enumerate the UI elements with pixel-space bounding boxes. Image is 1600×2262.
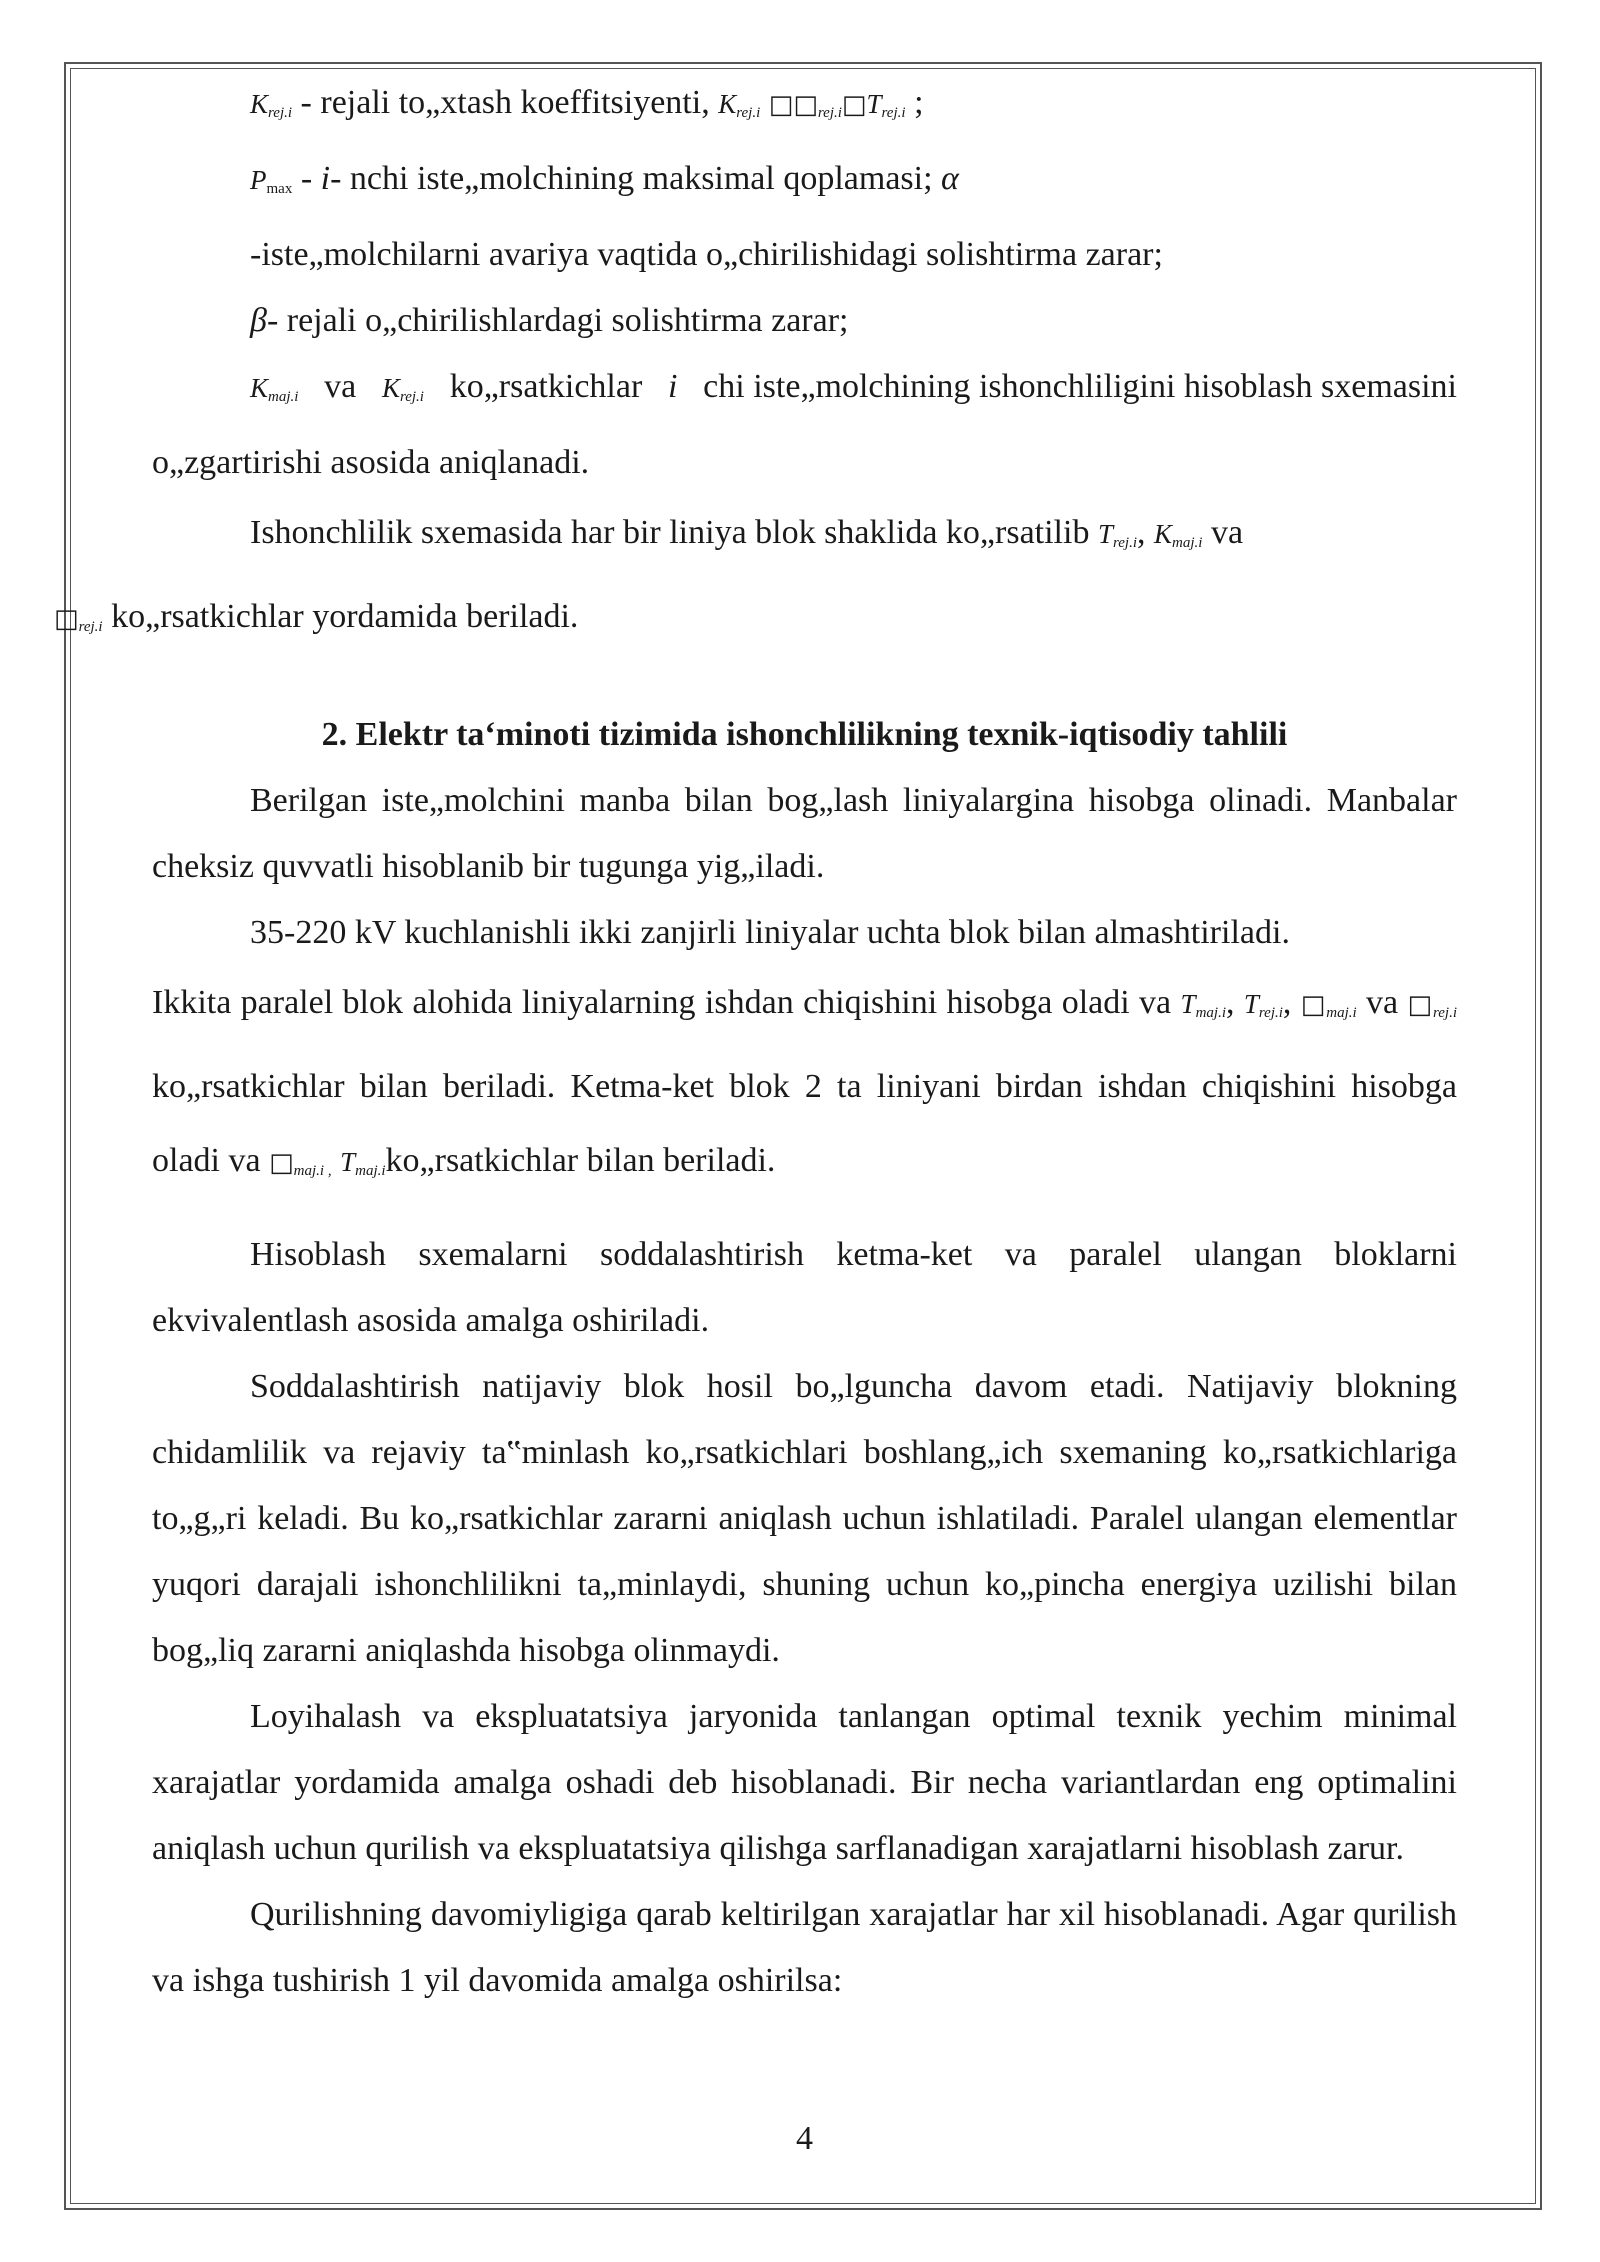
paragraph-k-maj [152, 354, 1457, 496]
symbol-k: K [250, 373, 269, 403]
paragraph-ishonchlilik [54, 496, 1457, 664]
paragraph-5: Soddalashtirish natijaviy blok hosil bo„lguncha davom etadi. Natijaviy blokning chidamlilik va rejaviy ta‟minlash ko„rsatkichlari boshlang„ich sxemaning ko„rsatkichlariga to„g„ri keladi. Bu ko„rsatkichlar zararni aniqlash uchun ishlatiladi. Paralel ulangan elementlar yuqori darajali ishonchlilikni ta„minlaydi, shuning uchun ko„pincha energiya uzilishi bilan bog„liq zararni aniqlashda hisobga olinmaydi. [152, 1368, 1457, 1669]
definition-p-max [152, 146, 1457, 222]
definition-beta [152, 288, 1457, 354]
subscript: rej.i [1112, 535, 1138, 551]
subscript: rej.i [268, 105, 293, 121]
symbol-alpha: α [941, 160, 959, 197]
formula-symbol: K [718, 89, 737, 119]
missing-glyph-icon: □ [1300, 990, 1327, 1020]
subscript: maj.i [268, 389, 299, 405]
symbol-t: T [1243, 989, 1259, 1019]
paragraph-text: Ishonchlilik sxemasida har bir liniya blok shaklida ko„rsatilib [250, 514, 1090, 551]
formula-subscript: rej.i [881, 105, 906, 121]
paragraph-2: 35-220 kV kuchlanishli ikki zanjirli liniyalar uchta blok bilan almashtiriladi. [250, 914, 1290, 951]
subscript: max [266, 181, 293, 197]
missing-glyph-icon: □□ [768, 90, 818, 120]
symbol-p: P [250, 165, 267, 195]
formula-subscript: rej.i [736, 105, 761, 121]
missing-glyph-icon: □ [841, 90, 867, 120]
formula-subscript: rej.i [817, 105, 842, 121]
subscript: rej.i [1258, 1005, 1283, 1021]
symbol-beta: β [250, 302, 267, 339]
conjunction: va [324, 368, 357, 405]
paragraph-text: ko„rsatkichlar yordamida beriladi. [111, 598, 579, 635]
symbol-k: K [250, 89, 269, 119]
symbol-t: T [1097, 519, 1113, 549]
paragraph-3: Ikkita paralel blok alohida liniyalarning ishdan chiqishini hisobga oladi va $T_{maj.i}$, $T_{rej.i}$, $□_{maj.i}$ va $□_{rej.i}$ ko„rsatkichlar bilan beriladi. Ketma-ket blok 2 ta liniyani birdan ishdan chiqishini hisobga oladi va $□_{maj.i ,}$ $T_{maj.i}ko„rsatkichlar$ bilan beriladi. [152, 984, 1457, 1179]
subscript: rej.i [78, 619, 103, 635]
paragraph-6: Loyihalash va ekspluatatsiya jaryonida tanlangan optimal texnik yechim minimal xarajatlar yordamida amalga oshadi deb hisoblanadi. Bir necha variantlardan eng optimalini aniqlash uchun qurilish va ekspluatatsiya qilishga sarflanadigan xarajatlarni hisoblash zarur. [152, 1698, 1457, 1867]
missing-glyph-icon: □ [54, 604, 79, 634]
definition-text: - nchi iste„molchining maksimal qoplamasi; [330, 160, 933, 197]
symbol-t: T [340, 1147, 356, 1177]
subscript: rej.i [1432, 1005, 1457, 1021]
definition-k-rej [152, 70, 1457, 146]
subscript: maj.i [1326, 1005, 1357, 1021]
symbol-i: i [667, 368, 678, 405]
punctuation: , [1137, 514, 1146, 551]
definition-text: - rejali to„xtash koeffitsiyenti, [300, 84, 710, 121]
missing-glyph-icon: □ [1407, 990, 1433, 1020]
paragraph-text: ko„rsatkichlar bilan beriladi. Ketma-ket blok 2 ta liniyani birdan ishdan chiqishini hisobga oladi va [152, 1068, 1457, 1179]
section-heading: 2. Elektr ta‘minoti tizimida ishonchlilikning texnik-iqtisodiy tahlili [321, 716, 1288, 753]
paragraph-4: Hisoblash sxemalarni soddalashtirish ketma-ket va paralel ulangan bloklarni ekvivalentlash asosida amalga oshiriladi. [152, 1236, 1457, 1339]
conjunction: va [1210, 514, 1244, 551]
paragraph-1: Berilgan iste„molchini manba bilan bog„lash liniyalargina hisobga olinadi. Manbalar cheksiz quvvatli hisoblanib bir tugunga yig„iladi. [152, 782, 1457, 885]
document-page [54, 70, 1457, 2157]
subscript: maj.i [355, 1163, 386, 1179]
spacer [152, 664, 1457, 702]
subscript: maj.i [1195, 1005, 1226, 1021]
paragraph-7: Qurilishning davomiyligiga qarab keltirilgan xarajatlar har xil hisoblanadi. Agar qurilish va ishga tushirish 1 yil davomida amalga oshirilsa: [152, 1896, 1457, 1999]
symbol-k: K [1154, 519, 1173, 549]
missing-glyph-icon: □ [269, 1148, 294, 1178]
symbol-k: K [381, 373, 400, 403]
paragraph-text: ko„rsatkichlar [449, 368, 643, 405]
conjunction: va [1366, 984, 1399, 1021]
subscript: rej.i [399, 389, 424, 405]
paragraph-text: Ikkita paralel blok alohida liniyalarning ishdan chiqishini hisobga oladi va [152, 984, 1172, 1021]
definition-text: - rejali o„chirilishlardagi solishtirma zarar; [266, 302, 849, 339]
punctuation: ; [914, 84, 924, 121]
paragraph-text: chi iste„molchining ishonchliligini hisoblash sxemasini o„zgartirishi asosida aniqlanadi. [152, 368, 1457, 481]
subscript: maj.i [1172, 535, 1203, 551]
dash: - [300, 160, 313, 197]
formula-symbol: T [866, 89, 882, 119]
definition-alpha: -iste„molchilarni avariya vaqtida o„chirilishidagi solishtirma zarar; [250, 236, 1163, 273]
paragraph-text: ko„rsatkichlar bilan beriladi. [385, 1142, 776, 1179]
subscript: maj.i , [293, 1163, 332, 1179]
page-number: 4 [796, 2120, 813, 2157]
symbol-t: T [1180, 989, 1196, 1019]
symbol-i: i [320, 160, 331, 197]
